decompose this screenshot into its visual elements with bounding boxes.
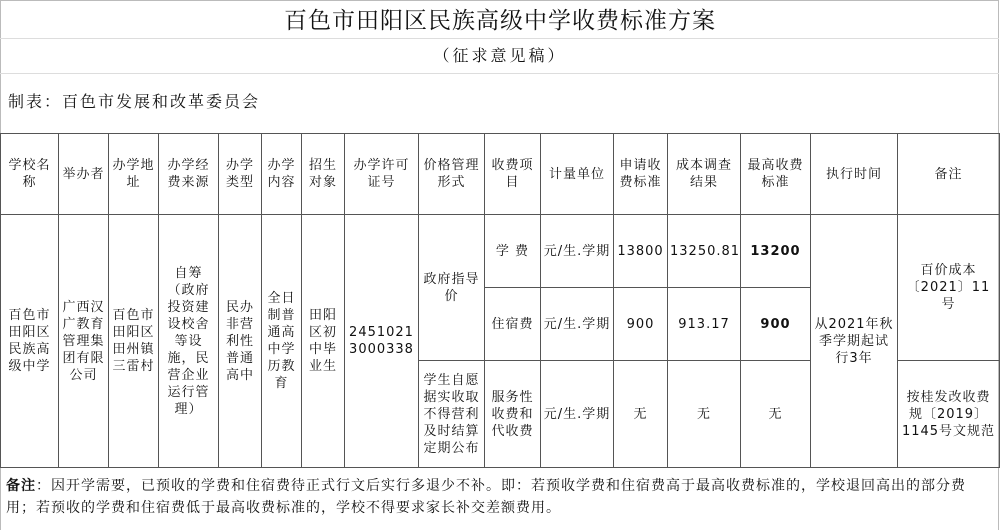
document-title: 百色市田阳区民族高级中学收费标准方案 xyxy=(284,8,716,34)
header-cell: 成本调查结果 xyxy=(668,134,741,215)
address-cell: 百色市田阳区田州镇三雷村 xyxy=(109,215,159,468)
price-management-cell: 政府指导价 xyxy=(419,215,485,361)
table-header-row xyxy=(1,134,1000,215)
grid-line xyxy=(0,38,999,39)
header-cell: 备注 xyxy=(898,134,1000,215)
fee-table xyxy=(0,133,1000,468)
footnote-text: ：因开学需要，已预收的学费和住宿费待正式行文后实行多退少不补。即：若预收学费和住宿费高于最高收费标准的，学校退回高出的部分费用；若预收的学费和住宿费低于最高收费标准的，学校不得要求家长补交差额费用。 xyxy=(6,478,966,516)
max-fee-cell: 900 xyxy=(741,288,811,361)
header-cell: 办学类型 xyxy=(219,134,262,215)
fee-item-cell: 学 费 xyxy=(485,215,541,288)
remark-cell: 百价成本〔2021〕11号 xyxy=(898,215,1000,361)
header-cell: 计量单位 xyxy=(541,134,614,215)
header-cell: 办学内容 xyxy=(262,134,302,215)
issuer-line: 制表：百色市发展和改革委员会 xyxy=(8,92,261,111)
organizer-cell: 广西汉广教育管理集团有限公司 xyxy=(59,215,109,468)
max-fee-cell: 无 xyxy=(741,361,811,468)
header-cell: 举办者 xyxy=(59,134,109,215)
document-subtitle: （征求意见稿） xyxy=(433,46,567,65)
funding-cell: 自筹（政府投资建设校舍等设施，民营企业运行管理） xyxy=(159,215,219,468)
header-cell: 执行时间 xyxy=(811,134,898,215)
price-management-cell: 学生自愿据实收取不得营利及时结算定期公布 xyxy=(419,361,485,468)
cost-result-cell: 13250.81 xyxy=(668,215,741,288)
header-cell: 价格管理形式 xyxy=(419,134,485,215)
max-fee-cell: 13200 xyxy=(741,215,811,288)
grid-line xyxy=(0,73,999,74)
header-cell: 申请收费标准 xyxy=(614,134,668,215)
unit-cell: 元/生.学期 xyxy=(541,288,614,361)
unit-cell: 元/生.学期 xyxy=(541,361,614,468)
license-cell: 24510213000338 xyxy=(345,215,419,468)
header-cell: 学校名称 xyxy=(1,134,59,215)
unit-cell: 元/生.学期 xyxy=(541,215,614,288)
apply-fee-cell: 13800 xyxy=(614,215,668,288)
cost-result-cell: 无 xyxy=(668,361,741,468)
apply-fee-cell: 900 xyxy=(614,288,668,361)
table-row xyxy=(1,215,1000,288)
cost-result-cell: 913.17 xyxy=(668,288,741,361)
remark-cell: 按桂发改收费规〔2019〕1145号文规范 xyxy=(898,361,1000,468)
header-cell: 招生对象 xyxy=(302,134,345,215)
footnote-label: 备注 xyxy=(6,478,36,494)
execution-time-cell: 从2021年秋季学期起试行3年 xyxy=(811,215,898,468)
grid-line xyxy=(0,0,999,1)
fee-item-cell: 服务性收费和代收费 xyxy=(485,361,541,468)
header-cell: 收费项目 xyxy=(485,134,541,215)
header-cell: 最高收费标准 xyxy=(741,134,811,215)
header-cell: 办学地址 xyxy=(109,134,159,215)
header-cell: 办学经费来源 xyxy=(159,134,219,215)
school-type-cell: 民办非营利性普通高中 xyxy=(219,215,262,468)
apply-fee-cell: 无 xyxy=(614,361,668,468)
footnote xyxy=(6,475,994,519)
content-cell: 全日制普通高中学历教育 xyxy=(262,215,302,468)
school-name-cell: 百色市田阳区民族高级中学 xyxy=(1,215,59,468)
fee-item-cell: 住宿费 xyxy=(485,288,541,361)
enrollment-cell: 田阳区初中毕业生 xyxy=(302,215,345,468)
header-cell: 办学许可证号 xyxy=(345,134,419,215)
